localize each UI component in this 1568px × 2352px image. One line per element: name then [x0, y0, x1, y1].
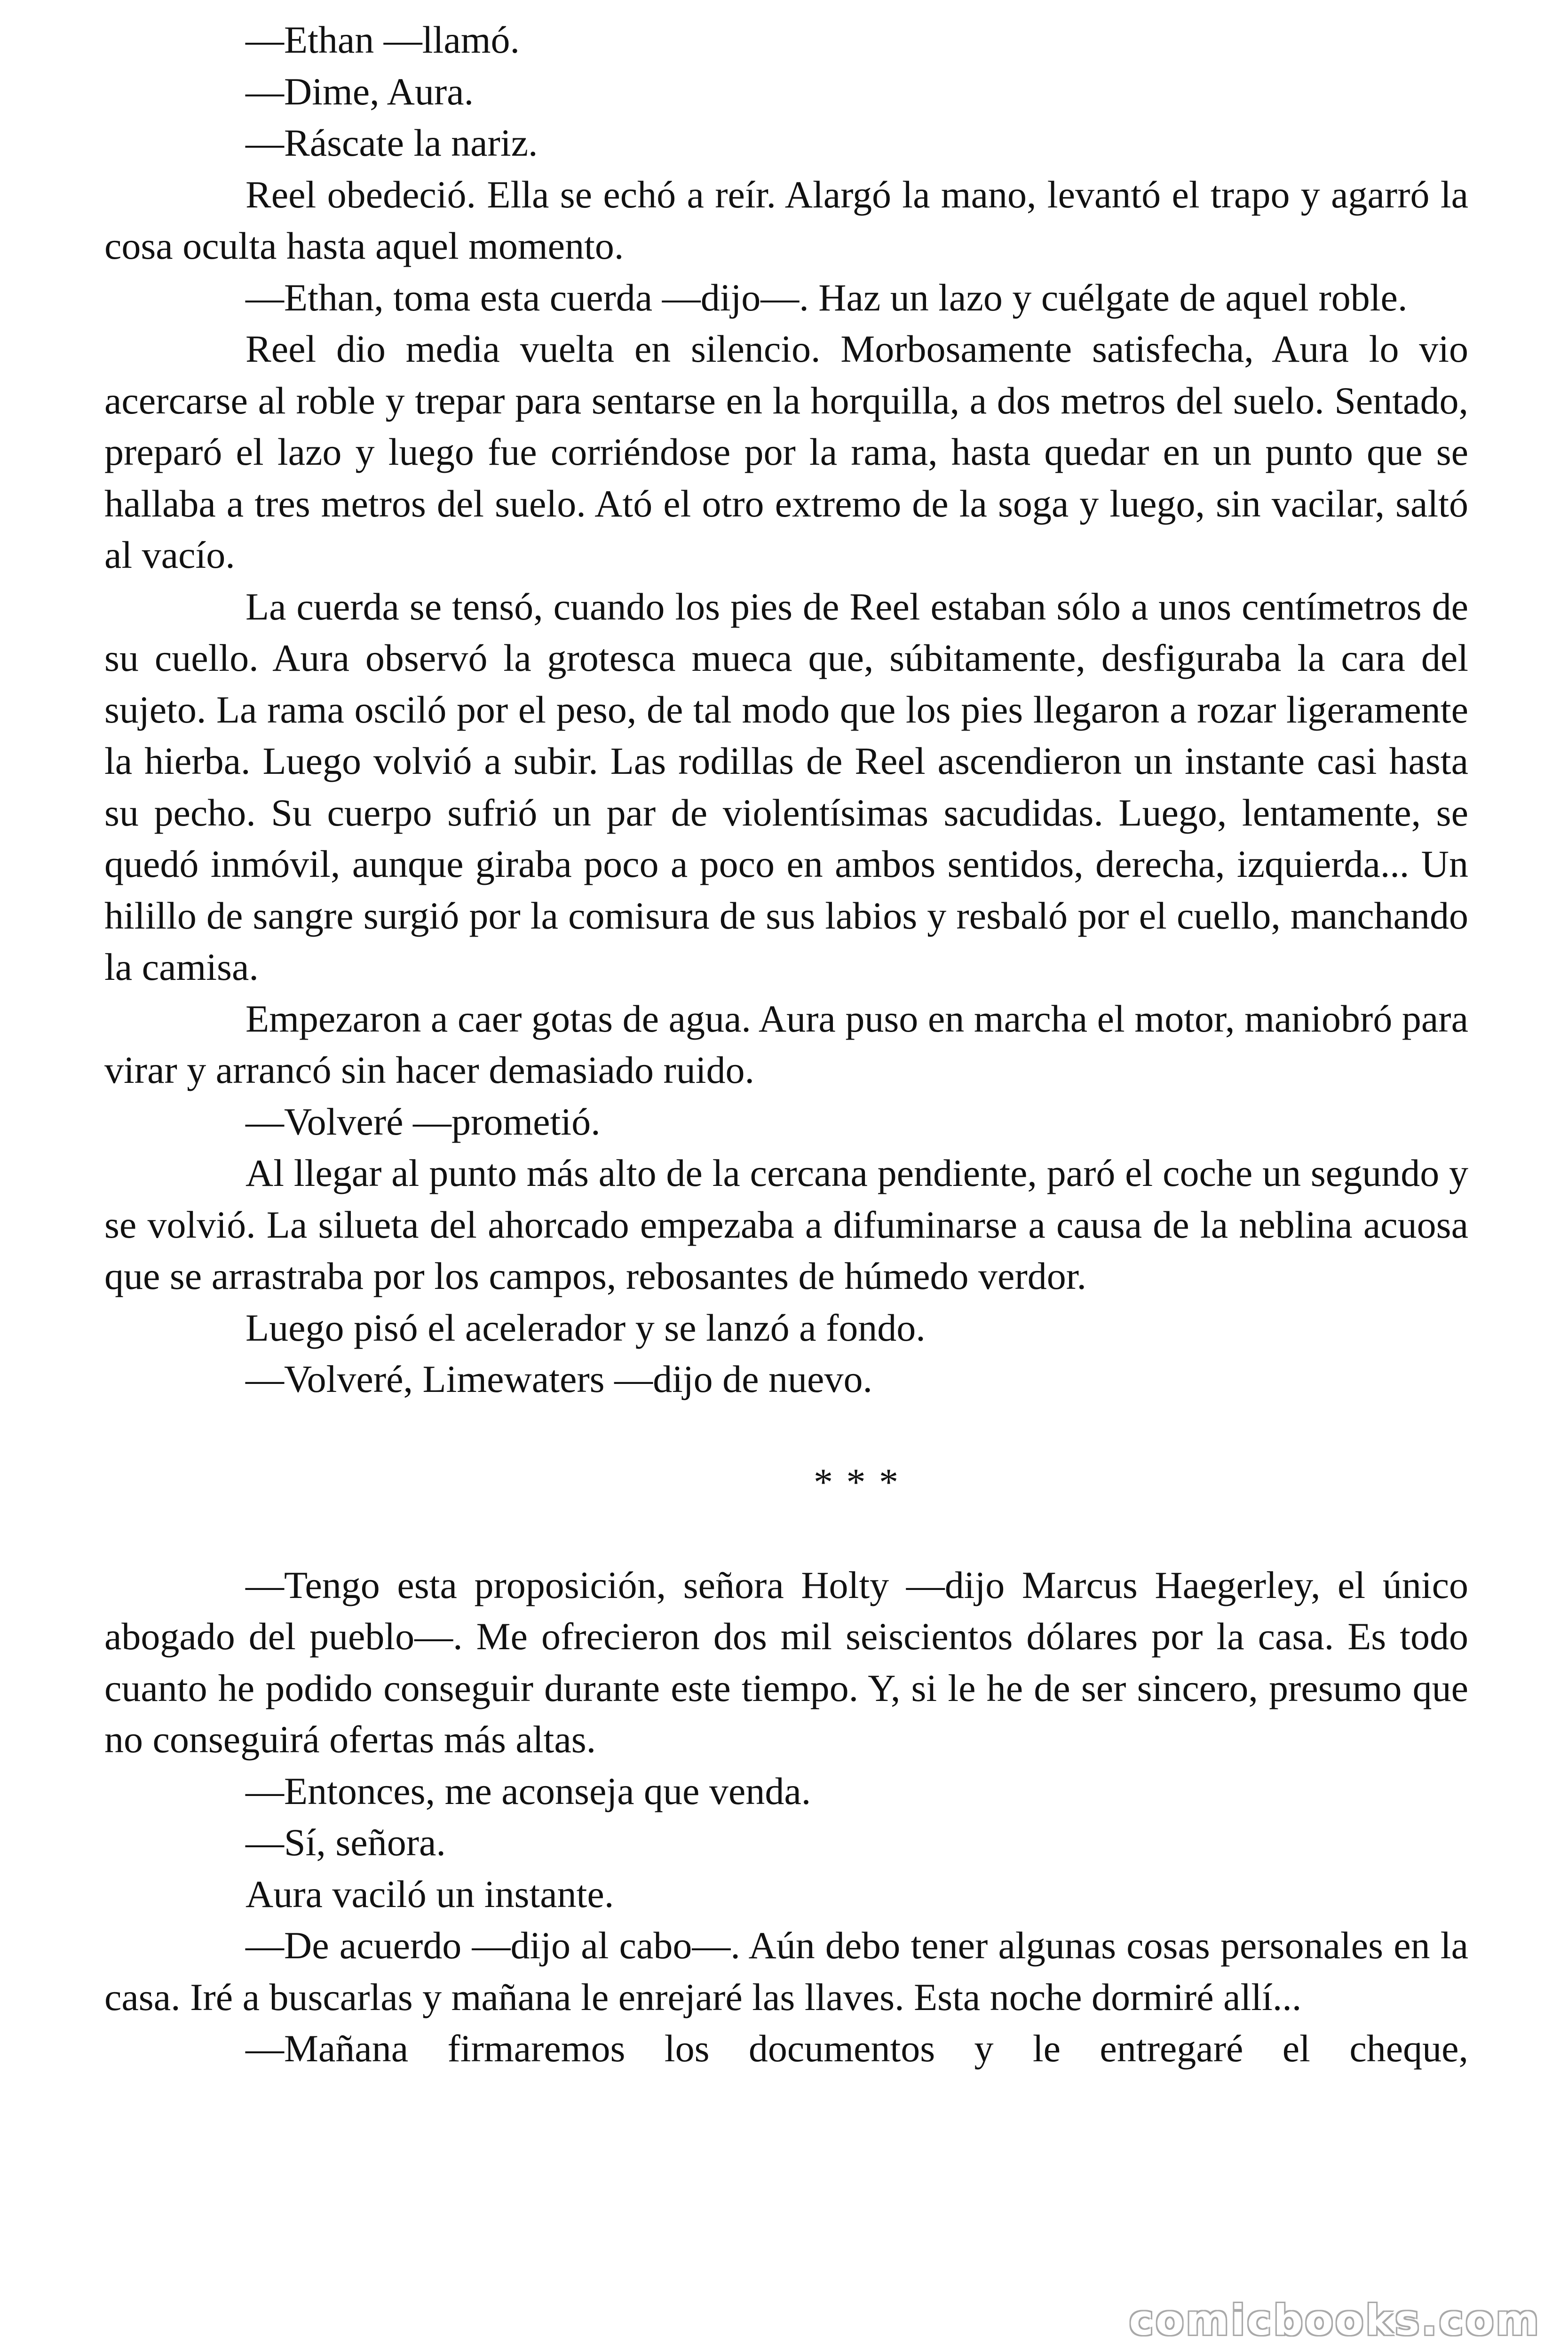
paragraph: Al llegar al punto más alto de la cercana pendiente, paró el coche un segundo y se volvió. La silueta del ahorcado empezaba a difuminarse a causa de la neblina acuosa que se arrastraba por los campos, rebosantes de húmedo verdor.	[104, 1152, 1468, 1297]
paragraph: —Ráscate la nariz.	[245, 121, 538, 164]
paragraph: —De acuerdo —dijo al cabo—. Aún debo tener algunas cosas personales en la casa. Iré a buscarlas y mañana le enrejaré las llaves. Esta noche dormiré allí...	[104, 1924, 1468, 2018]
paragraph: Reel obedeció. Ella se echó a reír. Alargó la mano, levantó el trapo y agarró la cosa oculta hasta aquel momento.	[104, 173, 1468, 267]
section-separator: * * *	[814, 1460, 900, 1503]
paragraph: Reel dio media vuelta en silencio. Morbosamente satisfecha, Aura lo vio acercarse al roble y trepar para sentarse en la horquilla, a dos metros del suelo. Sentado, preparó el lazo y luego fue corriéndose por la rama, hasta quedar en un punto que se hallaba a tres metros del suelo. Ató el otro extremo de la soga y luego, sin vacilar, saltó al vacío.	[104, 327, 1468, 576]
paragraph: —Ethan —llamó.	[245, 18, 520, 61]
paragraph: —Dime, Aura.	[245, 70, 474, 113]
paragraph: —Mañana firmaremos los documentos y le entregaré el cheque,	[245, 2027, 1468, 2070]
paragraph: —Entonces, me aconseja que venda.	[245, 1769, 811, 1812]
paragraph: —Tengo esta proposición, señora Holty —dijo Marcus Haegerley, el único abogado del pueblo—. Me ofrecieron dos mil seiscientos dólares por la casa. Es todo cuanto he podido conseguir durante este tiempo. Y, si le he de ser sincero, presumo que no conseguirá ofertas más altas.	[104, 1563, 1468, 1761]
book-page	[104, 14, 1468, 2074]
watermark-logo: comicbooks.com	[1129, 2296, 1541, 2344]
paragraph: —Ethan, toma esta cuerda —dijo—. Haz un lazo y cuélgate de aquel roble.	[245, 276, 1408, 319]
paragraph: Aura vaciló un instante.	[245, 1872, 614, 1915]
paragraph: Empezaron a caer gotas de agua. Aura puso en marcha el motor, maniobró para virar y arrancó sin hacer demasiado ruido.	[104, 997, 1468, 1091]
paragraph: Luego pisó el acelerador y se lanzó a fondo.	[245, 1306, 926, 1349]
paragraph: —Volveré —prometió.	[245, 1100, 601, 1143]
paragraph: La cuerda se tensó, cuando los pies de Reel estaban sólo a unos centímetros de su cuello. Aura observó la grotesca mueca que, súbitamente, desfiguraba la cara del sujeto. La rama osciló por el peso, de tal modo que los pies llegaron a rozar ligeramente la hierba. Luego volvió a subir. Las rodillas de Reel ascendieron un instante casi hasta su pecho. Su cuerpo sufrió un par de violentísimas sacudidas. Luego, lentamente, se quedó inmóvil, aunque giraba poco a poco en ambos sentidos, derecha, izquierda... Un hilillo de sangre surgió por la comisura de sus labios y resbaló por el cuello, manchando la camisa.	[104, 585, 1468, 988]
paragraph: —Sí, señora.	[245, 1821, 446, 1864]
paragraph: —Volveré, Limewaters —dijo de nuevo.	[245, 1358, 872, 1400]
